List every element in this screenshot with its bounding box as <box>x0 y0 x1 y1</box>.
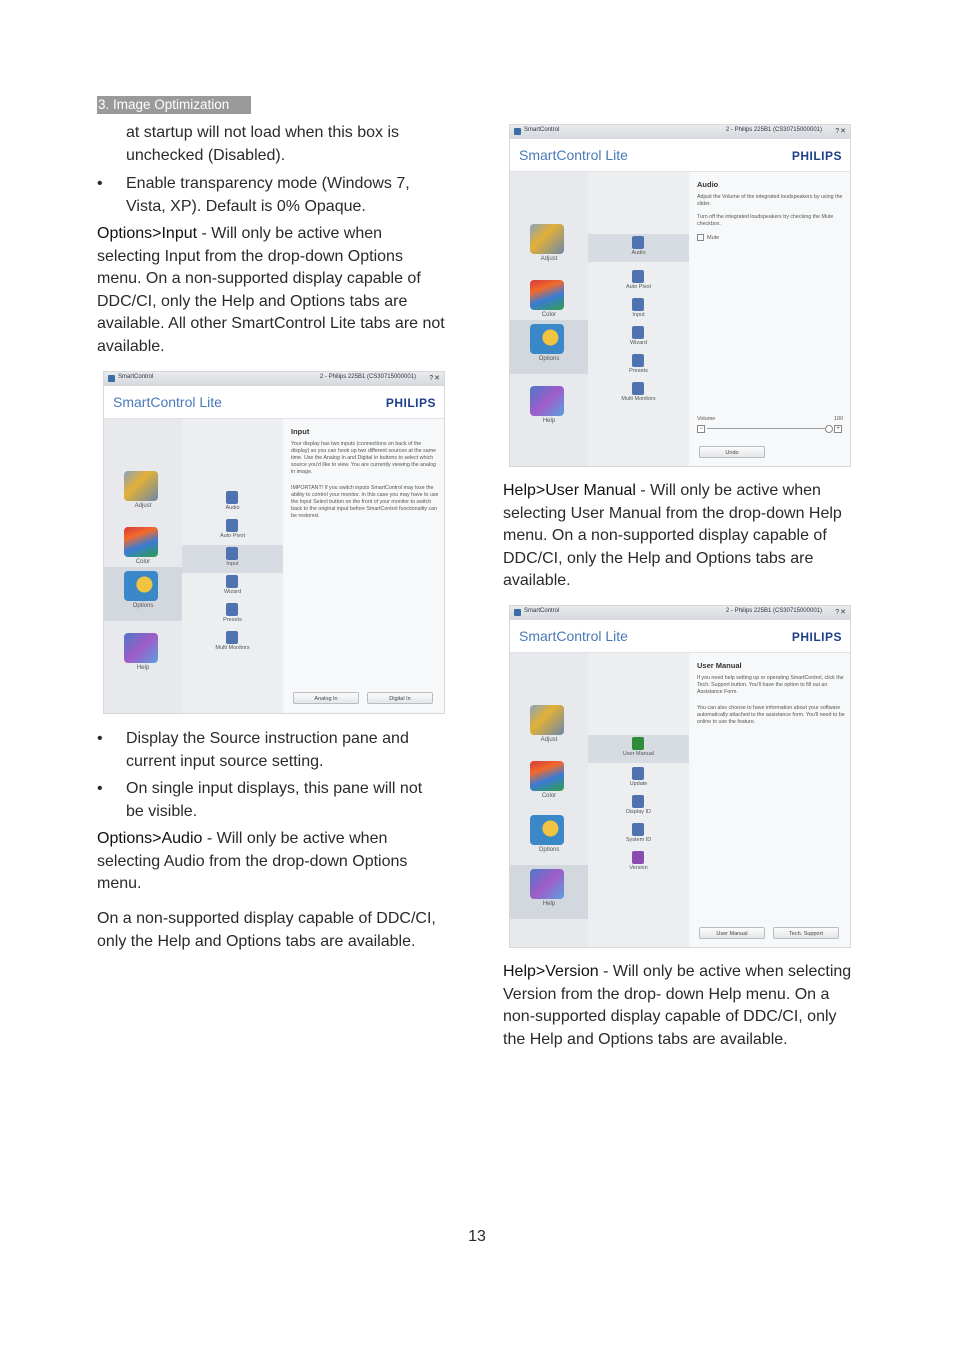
digital-in-button[interactable]: Digital In <box>367 692 433 704</box>
nav-label: Help <box>542 901 556 907</box>
paragraph-help-version <box>503 961 855 1051</box>
sub-label: Input <box>632 312 645 318</box>
monitor-model: 2 - Philips 225B1 (CS30715000001) <box>725 608 822 614</box>
page-number: 13 <box>468 1228 486 1245</box>
sub-multi-monitors[interactable] <box>588 380 689 408</box>
nav-options[interactable] <box>510 811 588 865</box>
tech-support-button[interactable]: Tech. Support <box>773 927 839 939</box>
sub-label: Audio <box>631 250 646 256</box>
nav-options[interactable] <box>104 567 182 621</box>
help-icon <box>530 869 564 899</box>
mute-label: Mute <box>707 234 720 241</box>
options-icon <box>124 571 158 601</box>
audio-icon <box>632 236 644 249</box>
pivot-icon <box>632 270 644 283</box>
sub-label: Wizard <box>629 340 648 346</box>
sub-wizard[interactable] <box>182 573 283 601</box>
help-icon <box>530 386 564 416</box>
bullet-text: On single input displays, this pane will not be visible. <box>126 780 423 820</box>
sub-label: Presets <box>223 617 242 623</box>
multi-monitors-icon <box>632 382 644 395</box>
pane-text: You can also choose to have information about your software automatically attached to the assistance form. You'll need to be online to use the feature. <box>697 705 845 725</box>
app-header <box>104 386 444 419</box>
volume-slider-track[interactable] <box>707 428 827 429</box>
sub-presets[interactable] <box>588 352 689 380</box>
sub-input[interactable] <box>182 545 283 573</box>
sub-display-id[interactable] <box>588 793 689 821</box>
adjust-icon <box>530 224 564 254</box>
app-header <box>510 139 850 172</box>
brand-logo: PHILIPS <box>791 630 842 644</box>
nav-label: Adjust <box>134 503 152 509</box>
sub-label: Auto Pivot <box>625 284 652 290</box>
analog-in-button[interactable]: Analog In <box>293 692 359 704</box>
sub-user-manual[interactable] <box>588 735 689 763</box>
sub-audio[interactable] <box>588 234 689 262</box>
brand-logo: PHILIPS <box>385 396 436 410</box>
sub-label: Wizard <box>223 589 242 595</box>
sub-wizard[interactable] <box>588 324 689 352</box>
help-user-manual-heading: Help>User Manual <box>503 482 636 499</box>
help-icon <box>124 633 158 663</box>
options-icon <box>530 815 564 845</box>
paragraph-ddc-ci: On a non-supported display capable of DDC/CI, only the Help and Options tabs are available. <box>97 910 436 950</box>
pivot-icon <box>226 519 238 532</box>
window-name: SmartControl <box>118 374 154 380</box>
pane-title: Input <box>291 427 310 436</box>
app-header <box>510 620 850 653</box>
nav-options[interactable] <box>510 320 588 374</box>
nav-label: Options <box>132 603 154 609</box>
pane-text: If you need help setting up or operating SmartControl, click the Tech. Support button. You'll have the option to fill out an Assistance Form. <box>697 675 844 695</box>
screenshot-options-audio <box>509 124 851 467</box>
version-icon <box>632 851 644 864</box>
app-logo-icon <box>108 375 115 382</box>
sub-auto-pivot[interactable] <box>588 268 689 296</box>
sub-multi-monitors[interactable] <box>182 629 283 657</box>
bullet-dot: • <box>97 730 103 747</box>
adjust-icon <box>530 705 564 735</box>
nav-label: Adjust <box>540 256 558 262</box>
checkbox-box <box>697 234 704 241</box>
content-pane <box>283 419 444 713</box>
screenshot-options-input <box>103 371 445 714</box>
wizard-icon <box>632 326 644 339</box>
display-id-icon <box>632 795 644 808</box>
screenshot-help-user-manual <box>509 605 851 948</box>
nav-adjust[interactable] <box>510 220 588 274</box>
help-user-manual-body: - Will only be active when selecting User Manual from the drop-down Help menu. On a non-supported display capable of DDC/CI, only the Help and Options tabs are available. <box>503 482 842 590</box>
monitor-model: 2 - Philips 225B1 (CS30715000001) <box>319 374 416 380</box>
pane-title: Audio <box>697 180 719 189</box>
nav-label: Help <box>542 418 556 424</box>
color-icon <box>530 761 564 791</box>
pane-text: Your display has two inputs (connections on back of the display) so you can hook up two different sources at the same time. Use the Analog In and Digital In buttons to select which source you'd like to view. You are currently viewing the analog in image. <box>291 441 437 475</box>
pane-text: Adjust the Volume of the integrated loudspeakers by using the slider. <box>697 194 843 207</box>
sub-label: Auto Pivot <box>219 533 246 539</box>
nav-help[interactable] <box>510 865 588 919</box>
user-manual-button[interactable]: User Manual <box>699 927 765 939</box>
sub-update[interactable] <box>588 765 689 793</box>
nav-label: Adjust <box>540 737 558 743</box>
nav-adjust[interactable] <box>510 701 588 755</box>
pane-title: User Manual <box>697 661 742 670</box>
nav-panel <box>510 653 589 947</box>
window-buttons[interactable]: ?✕ <box>835 128 847 135</box>
adjust-icon <box>124 471 158 501</box>
nav-label: Color <box>541 793 557 799</box>
options-input-heading: Options>Input <box>97 225 198 242</box>
nav-label: Options <box>538 847 560 853</box>
color-icon <box>530 280 564 310</box>
window-name: SmartControl <box>524 127 560 133</box>
multi-monitors-icon <box>226 631 238 644</box>
nav-color[interactable] <box>510 757 588 811</box>
update-icon <box>632 767 644 780</box>
help-version-heading: Help>Version <box>503 963 599 980</box>
sub-presets[interactable] <box>182 601 283 629</box>
paragraph-options-input <box>97 223 447 359</box>
sub-audio[interactable] <box>182 489 283 517</box>
nav-panel <box>510 172 589 466</box>
input-icon <box>632 298 644 311</box>
presets-icon <box>226 603 238 616</box>
sub-input[interactable] <box>588 296 689 324</box>
volume-slider-knob[interactable] <box>825 425 833 433</box>
paragraph-options-audio <box>97 828 447 896</box>
app-title: SmartControl Lite <box>519 628 628 644</box>
sub-panel <box>588 653 690 947</box>
nav-label: Options <box>538 356 560 362</box>
color-icon <box>124 527 158 557</box>
volume-label: Volume <box>697 416 716 422</box>
window-titlebar <box>510 606 850 621</box>
paragraph-startup: at startup will not load when this box is unchecked (Disabled). <box>126 124 400 164</box>
sub-label: Multi Monitors <box>215 645 250 651</box>
sub-auto-pivot[interactable] <box>182 517 283 545</box>
pane-text-important: IMPORTANT! If you switch inputs SmartControl may lose the ability to control your monitor. In this case you may have to use the Input Select button on the front of your monitor to switch back to the original input before SmartControl functionality can be restored. <box>291 485 439 519</box>
window-titlebar <box>510 125 850 140</box>
nav-adjust[interactable] <box>104 467 182 521</box>
audio-icon <box>226 491 238 504</box>
mute-checkbox[interactable] <box>697 234 719 241</box>
volume-increase-button[interactable]: + <box>834 425 842 433</box>
undo-button[interactable]: Undo <box>699 446 765 458</box>
user-manual-icon <box>632 737 644 750</box>
window-titlebar <box>104 372 444 387</box>
sub-panel <box>182 419 284 713</box>
nav-label: Color <box>541 312 557 318</box>
help-version-body: - Will only be active when selecting Version from the drop- down Help menu. On a non-supported display capable of DDC/CI, only the Help and Options tabs are available. <box>503 963 852 1048</box>
nav-help[interactable] <box>104 629 182 683</box>
pane-text: Turn off the integrated loudspeakers by checking the Mute checkbox. <box>697 214 834 227</box>
options-audio-heading: Options>Audio <box>97 830 203 847</box>
app-logo-icon <box>514 128 521 135</box>
sub-version[interactable] <box>588 849 689 877</box>
options-input-body: - Will only be active when selecting Input from the drop-down Options menu. On a non-supported display capable of DDC/CI, only the Help and Options tabs are available. All other SmartControl Lite tabs are not available. <box>97 225 445 355</box>
nav-label: Color <box>135 559 151 565</box>
wizard-icon <box>226 575 238 588</box>
sub-label: Update <box>629 781 648 787</box>
nav-panel <box>104 419 183 713</box>
content-pane <box>689 172 850 466</box>
sub-label: Multi Monitors <box>621 396 656 402</box>
window-name: SmartControl <box>524 608 560 614</box>
paragraph-help-user-manual <box>503 480 855 593</box>
bullet-text: Enable transparency mode (Windows 7, Vista, XP). Default is 0% Opaque. <box>126 175 410 215</box>
input-icon <box>226 547 238 560</box>
app-title: SmartControl Lite <box>519 147 628 163</box>
nav-label: Help <box>136 665 150 671</box>
window-buttons[interactable]: ?✕ <box>835 609 847 616</box>
sub-panel <box>588 172 690 466</box>
sub-label: Presets <box>629 368 648 374</box>
app-logo-icon <box>514 609 521 616</box>
volume-decrease-button[interactable]: − <box>697 425 705 433</box>
bullet-dot: • <box>97 780 103 797</box>
sub-label: System ID <box>625 837 652 843</box>
system-id-icon <box>632 823 644 836</box>
options-icon <box>530 324 564 354</box>
content-pane <box>689 653 850 947</box>
sub-label: Audio <box>225 505 240 511</box>
sub-label: Display ID <box>625 809 652 815</box>
bullet-dot: • <box>97 175 103 192</box>
sub-label: Version <box>629 865 648 871</box>
nav-help[interactable] <box>510 382 588 436</box>
brand-logo: PHILIPS <box>791 149 842 163</box>
app-title: SmartControl Lite <box>113 394 222 410</box>
section-tag: 3. Image Optimization <box>97 96 251 114</box>
presets-icon <box>632 354 644 367</box>
sub-label: Input <box>226 561 239 567</box>
volume-max: 100 <box>834 416 844 422</box>
options-audio-body: - Will only be active when selecting Audio from the drop-down Options menu. <box>97 830 408 893</box>
bullet-text: Display the Source instruction pane and current input source setting. <box>126 730 409 770</box>
sub-label: User Manual <box>622 751 655 757</box>
sub-system-id[interactable] <box>588 821 689 849</box>
monitor-model: 2 - Philips 225B1 (CS30715000001) <box>725 127 822 133</box>
window-buttons[interactable]: ?✕ <box>429 375 441 382</box>
